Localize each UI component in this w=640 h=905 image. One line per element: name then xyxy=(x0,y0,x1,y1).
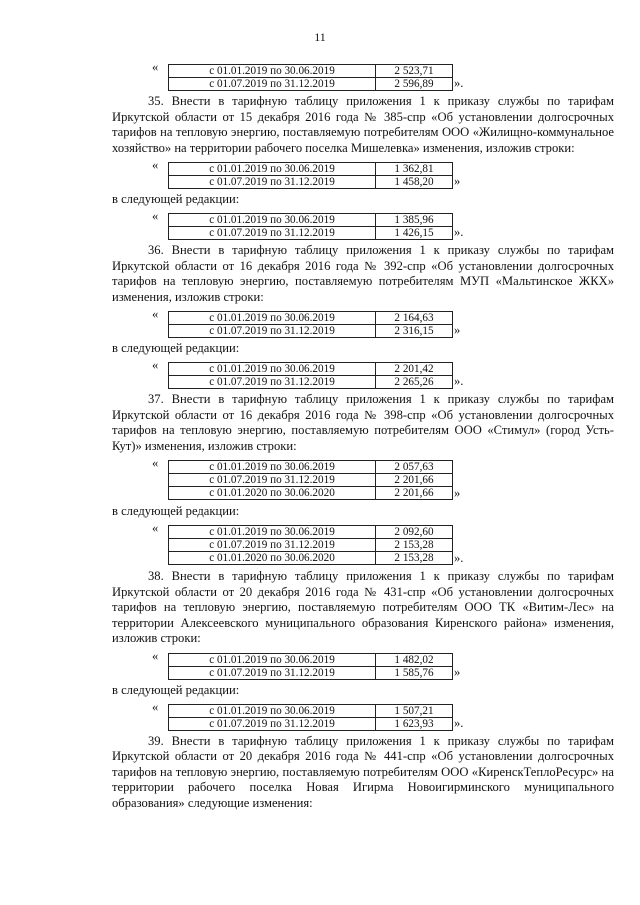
table-row xyxy=(169,717,453,730)
tariff-value-cell: 1 458,20 xyxy=(376,176,453,189)
period-cell: с 01.07.2019 по 31.12.2019 xyxy=(169,717,376,730)
amendment-paragraph: 39. Внести в тарифную таблицу приложения 1 к приказу службы по тарифам Иркутской области от 20 декабря 2016 года № 441-спр «Об установлении долгосрочных тарифов на тепловую энергию, поставляемую потребителям ООО «КиренскТеплоРесурс» на территории рабочего поселка Новая Игирма Новоигирминского муниципального образования» следующие изменения: xyxy=(112,733,614,810)
amendment-paragraph: 35. Внести в тарифную таблицу приложения 1 к приказу службы по тарифам Иркутской области от 15 декабря 2016 года № 385-спр «Об установлении долгосрочных тарифов на тепловую энергию, поставляемую потребителям ООО «Жилищно-коммунальное хозяйство» на территории рабочего поселка Мишелевка» изменения, изложив строки: xyxy=(112,94,614,155)
table-row xyxy=(169,666,453,679)
tariff-value-cell: 2 164,63 xyxy=(376,312,453,325)
tariff-table-block xyxy=(112,307,614,338)
period-cell: с 01.01.2019 по 30.06.2019 xyxy=(169,214,376,227)
period-cell: с 01.07.2019 по 31.12.2019 xyxy=(169,325,376,338)
close-quote: ». xyxy=(454,715,464,730)
open-quote: « xyxy=(152,699,159,714)
tariff-table xyxy=(168,213,453,240)
tariff-table xyxy=(168,362,453,389)
period-cell: с 01.07.2019 по 31.12.2019 xyxy=(169,227,376,240)
tariff-value-cell: 1 623,93 xyxy=(376,717,453,730)
table-row xyxy=(169,325,453,338)
close-quote: » xyxy=(454,486,461,500)
tariff-table-block xyxy=(112,700,614,731)
table-row xyxy=(169,363,453,376)
tariff-value-cell: 1 362,81 xyxy=(376,163,453,176)
document-body xyxy=(112,58,614,811)
tariff-value-cell: 2 153,28 xyxy=(376,539,453,552)
open-quote: « xyxy=(152,307,159,321)
period-cell: с 01.01.2020 по 30.06.2020 xyxy=(169,487,376,500)
period-cell: с 01.01.2019 по 30.06.2019 xyxy=(169,526,376,539)
period-cell: с 01.07.2019 по 31.12.2019 xyxy=(169,176,376,189)
table-row xyxy=(169,312,453,325)
tariff-table xyxy=(168,311,453,338)
period-cell: с 01.01.2019 по 30.06.2019 xyxy=(169,704,376,717)
table-row xyxy=(169,653,453,666)
revision-lead-text: в следующей редакции: xyxy=(112,341,240,355)
open-quote: « xyxy=(152,358,159,372)
tariff-value-cell: 2 201,66 xyxy=(376,487,453,500)
close-quote: ». xyxy=(454,225,464,239)
tariff-table-block xyxy=(112,649,614,680)
open-quote: « xyxy=(152,158,159,172)
revision-lead-text: в следующей редакции: xyxy=(112,504,240,518)
amendment-paragraph: 37. Внести в тарифную таблицу приложения 1 к приказу службы по тарифам Иркутской области от 16 декабря 2016 года № 398-спр «Об установлении долгосрочных тарифов на тепловую энергию, поставляемую потребителям ООО «Стимул» (город Усть-Кут)» изменения, изложив строки: xyxy=(112,392,614,453)
table-row xyxy=(169,176,453,189)
table-row xyxy=(169,552,453,565)
amendment-paragraph: 36. Внести в тарифную таблицу приложения 1 к приказу службы по тарифам Иркутской области от 16 декабря 2016 года № 392-спр «Об установлении долгосрочных тарифов на тепловую энергию, поставляемую потребителям МУП «Мальтинское ЖКХ» изменения, изложив строки: xyxy=(112,243,614,304)
tariff-value-cell: 1 385,96 xyxy=(376,214,453,227)
tariff-table-block xyxy=(112,456,614,501)
period-cell: с 01.07.2019 по 31.12.2019 xyxy=(169,78,376,91)
table-row xyxy=(169,227,453,240)
tariff-value-cell: 2 201,66 xyxy=(376,474,453,487)
close-quote: ». xyxy=(454,551,464,565)
tariff-value-cell: 1 482,02 xyxy=(376,653,453,666)
period-cell: с 01.01.2019 по 30.06.2019 xyxy=(169,312,376,325)
tariff-table xyxy=(168,460,453,500)
revision-lead-text: в следующей редакции: xyxy=(112,682,240,697)
table-row xyxy=(169,526,453,539)
close-quote: ». xyxy=(454,76,464,90)
close-quote: ». xyxy=(454,374,464,388)
tariff-value-cell: 2 316,15 xyxy=(376,325,453,338)
period-cell: с 01.01.2019 по 30.06.2019 xyxy=(169,653,376,666)
tariff-value-cell: 2 092,60 xyxy=(376,526,453,539)
table-row xyxy=(169,78,453,91)
table-row xyxy=(169,539,453,552)
open-quote: « xyxy=(152,648,159,663)
table-row xyxy=(169,487,453,500)
table-row xyxy=(169,376,453,389)
tariff-value-cell: 2 153,28 xyxy=(376,552,453,565)
page-number: 11 xyxy=(314,30,326,44)
period-cell: с 01.01.2020 по 30.06.2020 xyxy=(169,552,376,565)
tariff-table-block xyxy=(112,358,614,389)
period-cell: с 01.07.2019 по 31.12.2019 xyxy=(169,666,376,679)
tariff-table-block xyxy=(112,158,614,189)
tariff-table xyxy=(168,704,453,731)
revision-lead-text: в следующей редакции: xyxy=(112,192,240,206)
table-row xyxy=(169,461,453,474)
tariff-table-block xyxy=(112,209,614,240)
amendment-paragraph: 38. Внести в тарифную таблицу приложения 1 к приказу службы по тарифам Иркутской области от 20 декабря 2016 года № 431-спр «Об установлении долгосрочных тарифов на тепловую энергию, поставляемую потребителям ООО ТК «Витим-Лес» на территории Алексеевского муниципального образования Киренского района» изменения, изложив строки: xyxy=(112,569,614,645)
period-cell: с 01.01.2019 по 30.06.2019 xyxy=(169,163,376,176)
table-row xyxy=(169,474,453,487)
tariff-value-cell: 1 585,76 xyxy=(376,666,453,679)
tariff-table xyxy=(168,64,453,91)
tariff-value-cell: 2 265,26 xyxy=(376,376,453,389)
table-row xyxy=(169,163,453,176)
period-cell: с 01.07.2019 по 31.12.2019 xyxy=(169,376,376,389)
table-row xyxy=(169,704,453,717)
close-quote: » xyxy=(454,323,461,337)
tariff-table-block xyxy=(112,60,614,91)
table-row xyxy=(169,65,453,78)
tariff-table-block xyxy=(112,521,614,566)
period-cell: с 01.01.2019 по 30.06.2019 xyxy=(169,65,376,78)
tariff-value-cell: 2 201,42 xyxy=(376,363,453,376)
period-cell: с 01.01.2019 по 30.06.2019 xyxy=(169,363,376,376)
open-quote: « xyxy=(152,456,159,470)
open-quote: « xyxy=(152,60,159,74)
tariff-table xyxy=(168,162,453,189)
tariff-table xyxy=(168,653,453,680)
open-quote: « xyxy=(152,521,159,535)
open-quote: « xyxy=(152,209,159,223)
period-cell: с 01.07.2019 по 31.12.2019 xyxy=(169,539,376,552)
tariff-value-cell: 2 523,71 xyxy=(376,65,453,78)
period-cell: с 01.01.2019 по 30.06.2019 xyxy=(169,461,376,474)
close-quote: » xyxy=(454,664,461,679)
tariff-value-cell: 1 507,21 xyxy=(376,704,453,717)
tariff-value-cell: 1 426,15 xyxy=(376,227,453,240)
tariff-value-cell: 2 057,63 xyxy=(376,461,453,474)
table-row xyxy=(169,214,453,227)
tariff-table xyxy=(168,525,453,565)
period-cell: с 01.07.2019 по 31.12.2019 xyxy=(169,474,376,487)
tariff-value-cell: 2 596,89 xyxy=(376,78,453,91)
close-quote: » xyxy=(454,174,461,188)
